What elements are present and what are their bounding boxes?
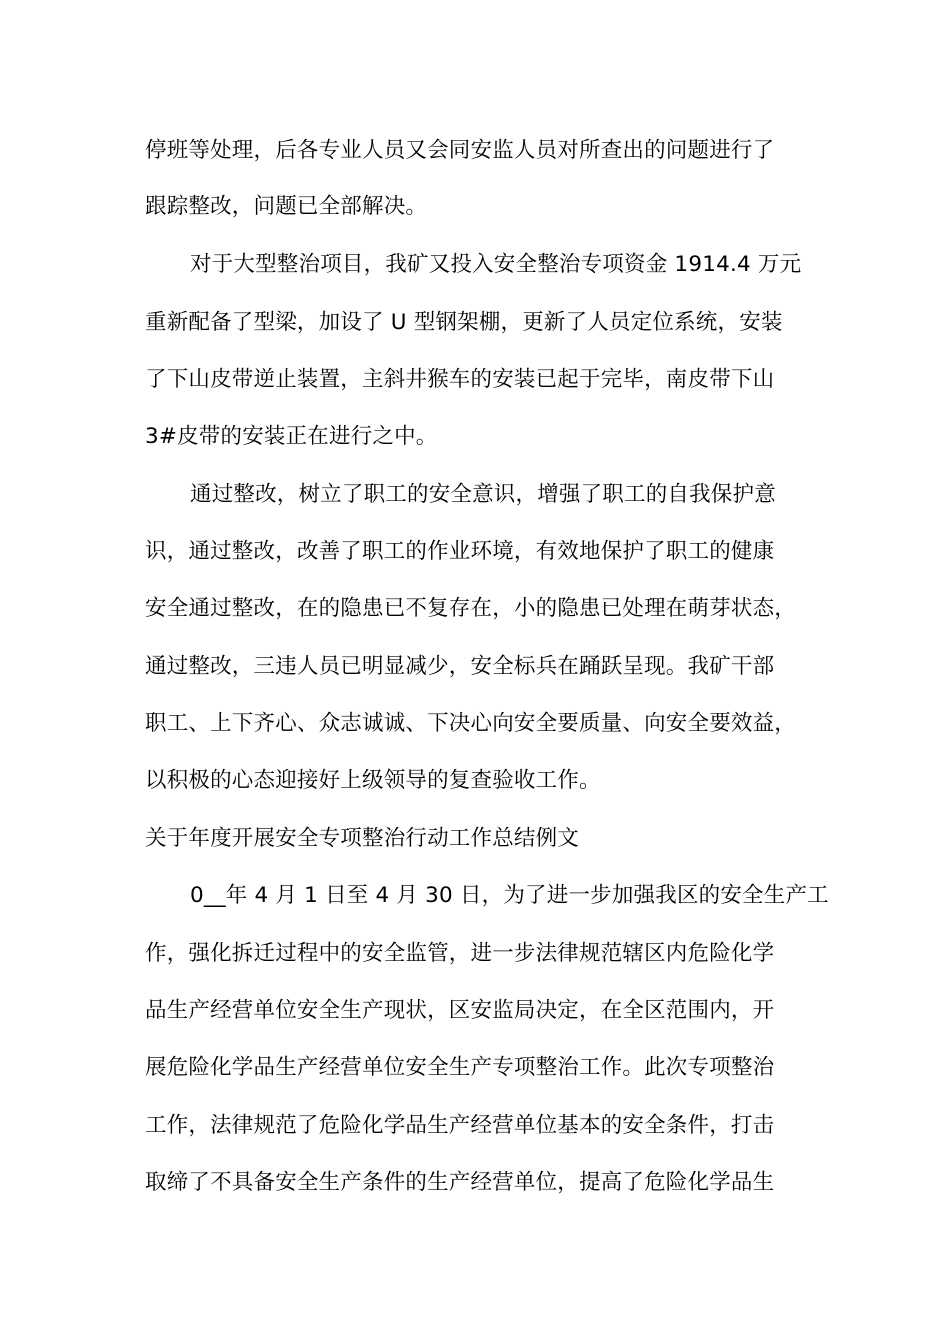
paragraph-line: 工作，法律规范了危险化学品生产经营单位基本的安全条件，打击 bbox=[145, 1113, 775, 1138]
paragraph-line: 对于大型整治项目，我矿又投入安全整治专项资金 1914.4 万元 bbox=[190, 252, 802, 277]
paragraph-line: 停班等处理，后各专业人员又会同安监人员对所查出的问题进行了 bbox=[145, 138, 775, 163]
paragraph-line: 通过整改，树立了职工的安全意识，增强了职工的自我保护意 bbox=[190, 482, 776, 507]
paragraph-line: 了下山皮带逆止装置，主斜井猴车的安装已起于完毕，南皮带下山 bbox=[145, 367, 775, 392]
paragraph-line: 安全通过整改，在的隐患已不复存在，小的隐患已处理在萌芽状态， bbox=[145, 596, 797, 621]
paragraph-line: 识，通过整改，改善了职工的作业环境，有效地保护了职工的健康 bbox=[145, 539, 775, 564]
section-heading: 关于年度开展安全专项整治行动工作总结例文 bbox=[145, 826, 580, 851]
paragraph-line: 重新配备了型梁，加设了 U 型钢架棚，更新了人员定位系统，安装 bbox=[145, 310, 783, 335]
paragraph-line: 通过整改，三违人员已明显减少，安全标兵在踊跃呈现。我矿干部 bbox=[145, 654, 775, 679]
paragraph-line: 职工、上下齐心、众志诚诚、下决心向安全要质量、向安全要效益， bbox=[145, 711, 797, 736]
paragraph-line: 跟踪整改，问题已全部解决。 bbox=[145, 194, 428, 219]
paragraph-line: 以积极的心态迎接好上级领导的复查验收工作。 bbox=[145, 768, 601, 793]
paragraph-line: 作，强化拆迁过程中的安全监管，进一步法律规范辖区内危险化学 bbox=[145, 941, 775, 966]
paragraph-line: 3#皮带的安装正在进行之中。 bbox=[145, 424, 438, 449]
paragraph-line: 取缔了不具备安全生产条件的生产经营单位，提高了危险化学品生 bbox=[145, 1170, 775, 1195]
paragraph-line: 品生产经营单位安全生产现状，区安监局决定，在全区范围内，开 bbox=[145, 998, 775, 1023]
paragraph-line: 0__年 4 月 1 日至 4 月 30 日，为了进一步加强我区的安全生产工 bbox=[190, 883, 829, 908]
paragraph-line: 展危险化学品生产经营单位安全生产专项整治工作。此次专项整治 bbox=[145, 1055, 775, 1080]
